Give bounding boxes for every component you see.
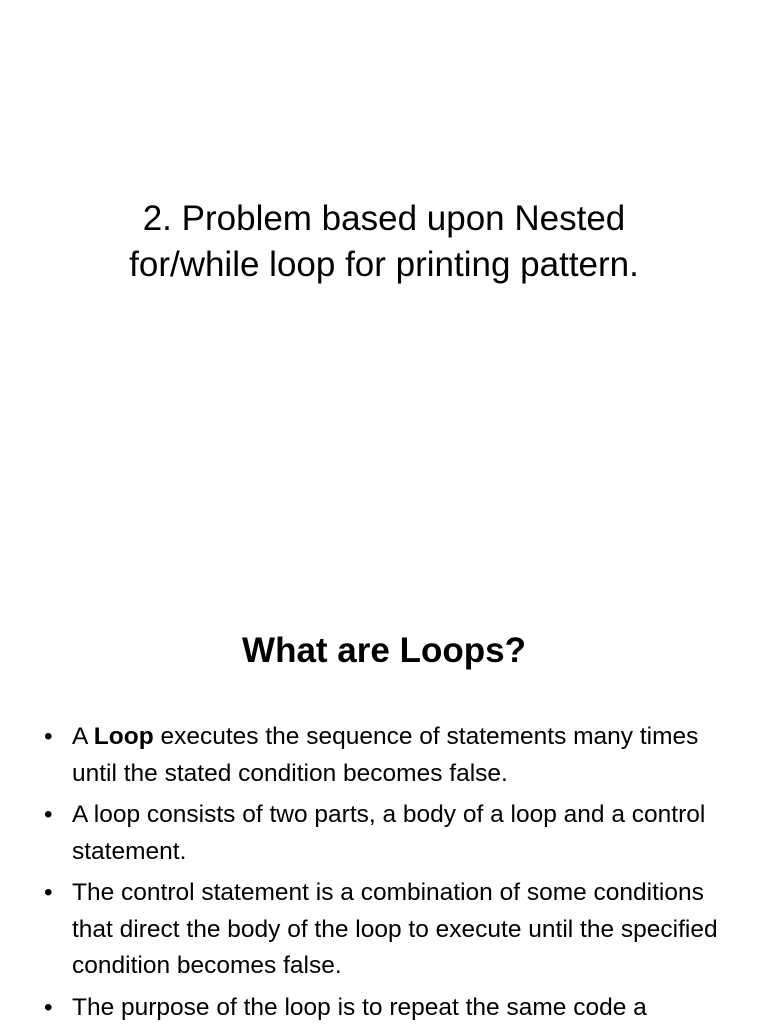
- bullet-1-rest: executes the sequence of statements many times until the stated condition becomes false.: [72, 723, 699, 787]
- slide-1-title-line-1: 2. Problem based upon Nested: [142, 199, 626, 238]
- bullet-icon: •: [44, 993, 53, 1021]
- slide-2: [0, 576, 768, 1024]
- bullet-list: [44, 719, 734, 1024]
- slide-2-title: What are Loops?: [242, 631, 526, 670]
- bullet-3-text: The control statement is a combination of some conditions that direct the body of the loop to execute until the specified condition becomes false.: [72, 879, 718, 979]
- bullet-item: [44, 719, 734, 792]
- bullet-4-text: The purpose of the loop is to repeat the same code a: [72, 993, 647, 1021]
- bullet-text: [72, 723, 698, 787]
- bullet-1-prefix: A: [72, 723, 94, 750]
- slide-1-title: [40, 196, 728, 288]
- bullet-icon: •: [44, 801, 53, 828]
- bullet-icon: •: [44, 879, 53, 906]
- bullet-item: [44, 990, 734, 1024]
- bullet-2-text: A loop consists of two parts, a body of a loop and a control statement.: [72, 801, 706, 865]
- bullet-item: [44, 875, 734, 985]
- bullet-item: [44, 797, 734, 870]
- bullet-icon: •: [44, 723, 53, 750]
- slide-1-title-line-2: for/while loop for printing pattern.: [129, 245, 639, 284]
- bullet-1-bold-term: Loop: [93, 723, 154, 750]
